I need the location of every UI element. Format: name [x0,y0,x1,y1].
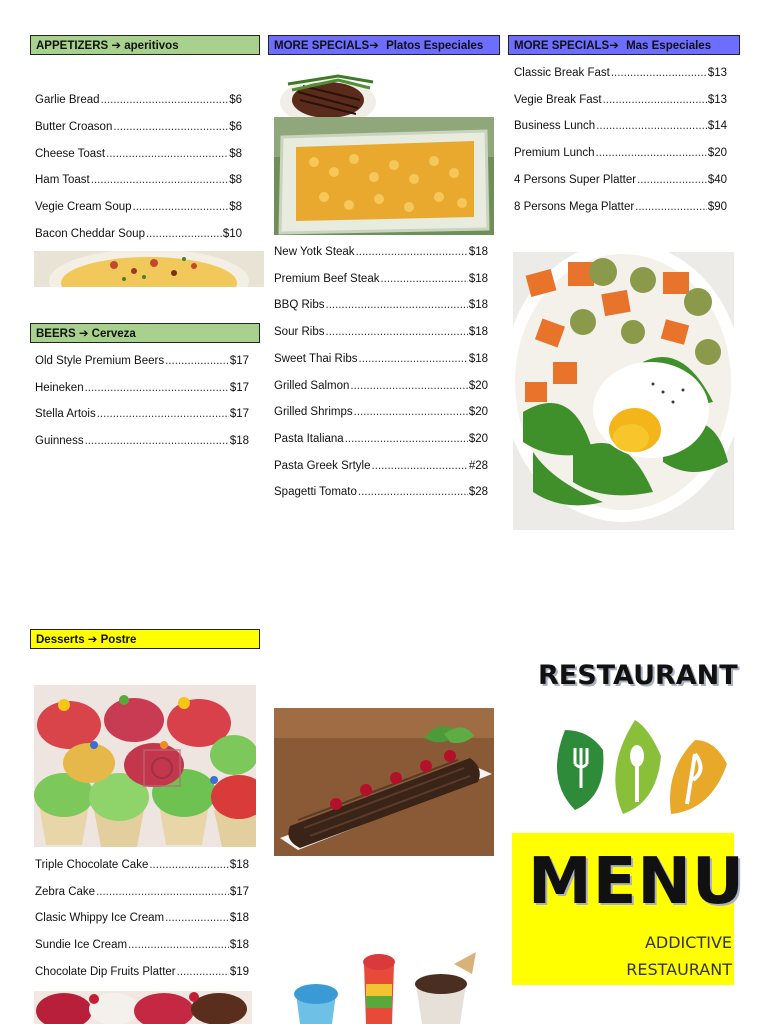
beers-subtitle: Cerveza [91,328,136,340]
menu-item-name: Classic Break Fast [514,67,610,79]
menu-item-price: $18 [468,246,488,258]
menu-item-row [514,118,727,134]
beers-title: BEERS [36,328,76,340]
menu-item-price: $40 [707,173,727,186]
dot-leader [358,484,468,500]
menu-item-name: Vegie Cream Soup [35,201,132,214]
menu-item-row [274,431,488,447]
salad-bowl-photo [513,252,734,530]
menu-item-price: $18 [229,434,249,447]
menu-item-price: $19 [229,965,249,978]
appetizers-title: APPETIZERS [36,40,109,52]
dot-leader [326,297,468,313]
dot-leader [85,380,229,396]
menu-item-row [274,297,488,313]
menu-item-name: Pasta Italiana [274,432,344,445]
menu-item-name: Butter Croason [35,120,113,133]
menu-item-name: Grilled Shrimps [274,406,353,419]
menu-item-row [514,65,727,81]
menu-item-name: Heineken [35,381,84,394]
dot-leader [146,226,222,242]
desserts-title: Desserts [36,634,85,646]
menu-item-name: Premium Lunch [514,147,595,160]
menu-item-price: $18 [468,326,488,339]
menu-item-name: BBQ Ribs [274,299,325,312]
menu-item-price: $13 [707,67,727,79]
menu-item-price: $18 [468,299,488,312]
arrow-icon: ➔ [87,634,98,646]
dot-leader [635,199,707,215]
menu-item-row [274,351,488,367]
dot-leader [149,857,228,873]
menu-item-name: Spagetti Tomato [274,486,357,499]
dot-leader [128,937,229,953]
menu-item-name: Stella Artois [35,408,96,421]
menu-item-row [274,404,488,420]
menu-item-row [274,484,488,500]
menu-banner [512,833,745,985]
menu-item-row [35,146,242,162]
menu-heading: MENU [528,845,745,919]
menu-item-price: $8 [229,201,242,214]
menu-item-price: $17 [229,408,249,421]
menu-item-row [274,324,488,340]
menu-item-price: $20 [468,379,488,392]
menu-item-name: Vegie Break Fast [514,93,602,106]
menu-item-price: $17 [229,355,249,367]
casserole-photo [274,117,494,235]
menu-item-name: Garlie Bread [35,94,100,106]
menu-item-name: Premium Beef Steak [274,272,380,285]
tagline-line-1: ADDICTIVE [644,933,732,952]
menu-item-row [35,910,249,926]
menu-item-row [35,119,242,135]
menu-item-price: $20 [468,406,488,419]
specials2-subtitle: Mas Especiales [626,40,712,52]
desserts-subtitle: Postre [100,634,137,646]
menu-item-row [35,406,249,422]
menu-item-price: $8 [229,147,242,160]
menu-item-name: Chocolate Dip Fruits Platter [35,965,176,978]
appetizers-subtitle: aperitivos [124,40,179,52]
dot-leader [356,244,468,260]
dot-leader [354,404,468,420]
desserts-header [30,629,260,649]
dot-leader [106,146,228,162]
specials1-subtitle: Platos Especiales [386,40,484,52]
menu-item-price: #28 [468,459,488,472]
dot-leader [359,351,468,367]
menu-item-name: Zebra Cake [35,885,96,898]
menu-item-name: Business Lunch [514,120,596,133]
menu-item-price: $18 [468,352,488,365]
menu-item-row [35,353,249,369]
dot-leader [350,378,467,394]
dot-leader [101,92,229,108]
tagline-line-2: RESTAURANT [626,960,732,979]
arrow-icon: ➔ [369,40,379,52]
menu-item-row [35,92,242,108]
menu-item-name: Pasta Greek Srtyle [274,459,371,472]
menu-item-price: $17 [229,885,249,898]
menu-item-price: $18 [229,859,249,871]
menu-item-row [35,857,249,873]
dot-leader [133,199,229,215]
menu-item-price: $14 [707,120,727,133]
dot-leader [603,92,707,108]
menu-item-name: 4 Persons Super Platter [514,173,637,186]
menu-item-price: $28 [468,486,488,499]
menu-item-row [514,92,727,108]
menu-item-name: Sour Ribs [274,326,325,339]
menu-item-price: $20 [707,147,727,160]
arrow-icon: ➔ [111,40,122,52]
dot-leader [165,910,229,926]
dot-leader [91,172,228,188]
menu-item-name: Sweet Thai Ribs [274,352,358,365]
menu-item-name: Grilled Salmon [274,379,350,392]
menu-item-price: $6 [229,94,242,106]
menu-item-row [274,378,488,394]
icecream-photo [34,991,252,1024]
arrow-icon: ➔ [78,328,89,340]
menu-item-name: Sundie Ice Cream [35,939,128,952]
leaf-logo-icon [545,710,733,828]
dot-leader [85,433,229,449]
menu-item-row [274,244,488,260]
specials2-header [508,35,740,55]
menu-item-price: $20 [468,432,488,445]
dot-leader [326,324,468,340]
menu-item-price: $90 [707,200,727,213]
dot-leader [596,145,707,161]
menu-item-row [35,964,249,980]
specials1-title: MORE SPECIALS [274,40,370,52]
menu-item-price: $18 [229,939,249,952]
dot-leader [611,65,707,81]
arrow-icon: ➔ [609,40,619,52]
menu-item-price: $17 [229,381,249,394]
menu-item-price: $10 [222,228,242,240]
menu-item-name: Guinness [35,434,84,447]
soup-photo [34,251,264,287]
menu-item-name: Cheese Toast [35,147,106,160]
restaurant-heading: RESTAURANT [538,660,738,691]
menu-item-row [35,937,249,953]
parfait-photo [276,944,488,1024]
cupcakes-photo [34,685,256,847]
appetizers-header [30,35,260,55]
menu-item-price: $6 [229,120,242,133]
menu-item-name: Bacon Cheddar Soup [35,228,145,240]
menu-item-name: 8 Persons Mega Platter [514,200,635,213]
yule-log-photo [274,708,494,856]
menu-item-row [35,884,249,900]
menu-item-row [514,199,727,215]
menu-item-name: Triple Chocolate Cake [35,859,149,871]
dot-leader [177,964,229,980]
dot-leader [97,406,229,422]
menu-item-row [35,433,249,449]
dot-leader [380,271,467,287]
dot-leader [596,118,707,134]
dot-leader [165,353,229,369]
menu-item-name: Clasic Whippy Ice Cream [35,912,165,925]
dot-leader [113,119,228,135]
dot-leader [372,458,468,474]
dot-leader [637,172,707,188]
menu-item-row [35,172,242,188]
menu-item-row [35,380,249,396]
menu-item-name: Old Style Premium Beers [35,355,165,367]
menu-item-price: $18 [229,912,249,925]
menu-item-row [274,458,488,474]
menu-item-price: $18 [468,272,488,285]
menu-item-name: New Yotk Steak [274,246,355,258]
beers-header [30,323,260,343]
dot-leader [96,884,229,900]
specials1-header [268,35,500,55]
menu-item-price: $8 [229,174,242,187]
menu-item-price: $13 [707,93,727,106]
menu-item-row [274,271,488,287]
menu-item-name: Ham Toast [35,174,90,187]
menu-item-row [514,172,727,188]
menu-item-row [35,226,242,242]
menu-item-row [514,145,727,161]
menu-item-row [35,199,242,215]
specials2-title: MORE SPECIALS [514,40,610,52]
dot-leader [345,431,468,447]
